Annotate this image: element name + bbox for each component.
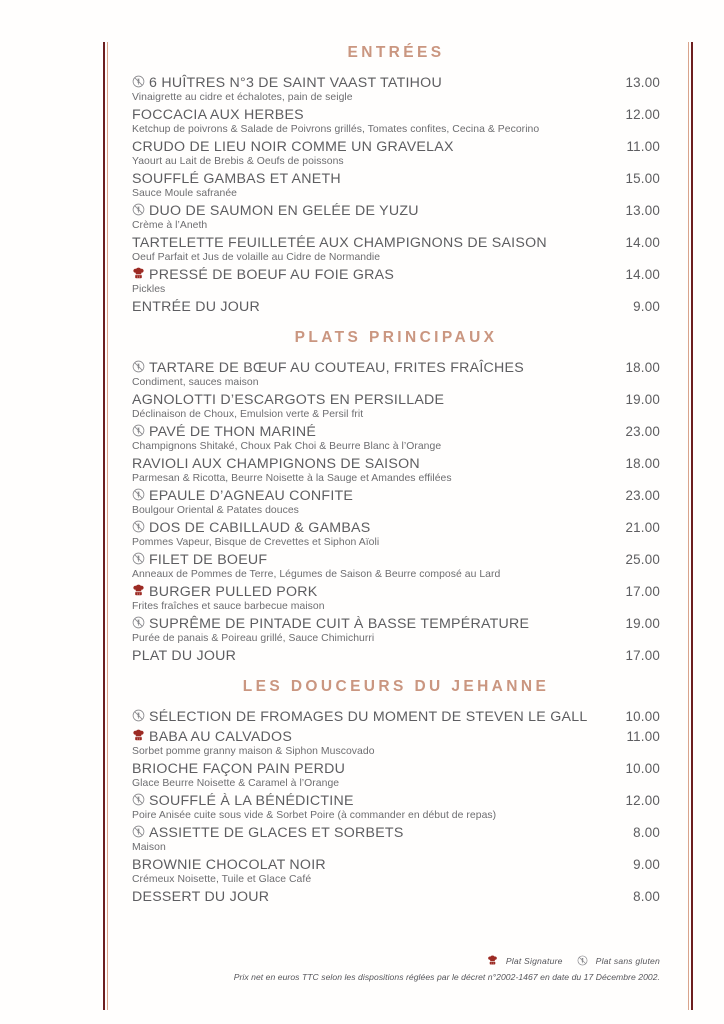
menu-item <box>132 75 660 105</box>
gluten-free-icon <box>132 793 145 806</box>
menu-item-head <box>132 107 660 123</box>
menu-item-name-group <box>132 299 260 315</box>
menu-item-name: AGNOLOTTI D’ESCARGOTS EN PERSILLADE <box>132 391 445 408</box>
menu-item <box>132 392 660 422</box>
menu-item-description: Glace Beurre Noisette & Caramel à l’Orange <box>132 778 340 790</box>
menu-item-name: 6 HUÎTRES N°3 DE SAINT VAAST TATIHOU <box>149 74 442 91</box>
menu-item-name: BURGER PULLED PORK <box>149 584 318 601</box>
menu-item-price: 14.00 <box>625 267 660 283</box>
menu-item-name-group <box>132 616 529 632</box>
menu-item-name-group <box>132 793 354 809</box>
menu-item <box>132 456 660 486</box>
menu-item-description: Pommes Vapeur, Bisque de Crevettes et Siphon Aïoli <box>132 537 380 549</box>
gluten-free-icon <box>132 709 145 722</box>
menu-item-name-group <box>132 729 292 745</box>
menu-item-description: Anneaux de Pommes de Terre, Légumes de Saison & Beurre composé au Lard <box>132 569 501 581</box>
menu-item-name-group <box>132 360 524 376</box>
section-title: LES DOUCEURS DU JEHANNE <box>242 678 550 696</box>
legend-label: Plat sans gluten <box>595 955 660 966</box>
menu-item-name-group <box>132 424 316 440</box>
menu-item-head <box>132 709 660 725</box>
legend-entry <box>487 955 563 966</box>
right-rule-light <box>688 42 689 1010</box>
menu-item-description: Parmesan & Ricotta, Beurre Noisette à la Sauge et Amandes effilées <box>132 472 452 484</box>
menu-item-head <box>132 171 660 187</box>
menu-item-description: Ketchup de poivrons & Salade de Poivrons grillés, Tomates confites, Cecina & Pecorino <box>132 123 540 135</box>
menu-item <box>132 889 660 905</box>
menu-item-price: 25.00 <box>625 552 660 568</box>
menu-item-head <box>132 889 660 905</box>
menu-item-name: FOCCACIA AUX HERBES <box>132 106 304 123</box>
menu-item <box>132 648 660 664</box>
menu-item-name-group <box>132 584 318 600</box>
menu-item <box>132 616 660 646</box>
menu-item-name: TARTARE DE BŒUF AU COUTEAU, FRITES FRAÎCHES <box>149 359 524 376</box>
menu-item <box>132 203 660 233</box>
price-disclaimer: Prix net en euros TTC selon les dispositions réglées par le décret n°2002-1467 en date du 17 Décembre 2002. <box>233 972 660 982</box>
menu-item <box>132 171 660 201</box>
menu-item-head <box>132 552 660 568</box>
menu-item-head <box>132 267 660 283</box>
menu-item-name-group <box>132 889 269 905</box>
menu-item-head <box>132 203 660 219</box>
menu-item-description: Frites fraîches et sauce barbecue maison <box>132 601 325 613</box>
chef-hat-icon <box>487 955 498 966</box>
menu-item-price: 23.00 <box>625 488 660 504</box>
menu-item <box>132 709 660 725</box>
menu-item-head <box>132 520 660 536</box>
menu-item-price: 9.00 <box>633 857 660 873</box>
gluten-free-icon <box>132 520 145 533</box>
menu-item <box>132 520 660 550</box>
menu-item-price: 21.00 <box>625 520 660 536</box>
menu-item-price: 12.00 <box>625 793 660 809</box>
menu-item-price: 10.00 <box>625 761 660 777</box>
gluten-free-icon <box>132 552 145 565</box>
icon-legend <box>132 955 660 966</box>
menu-item-name-group <box>132 171 341 187</box>
menu-item-name: CRUDO DE LIEU NOIR COMME UN GRAVELAX <box>132 138 454 155</box>
menu-item-name-group <box>132 75 442 91</box>
right-rule-dark <box>691 42 693 1010</box>
menu-item-name: ASSIETTE DE GLACES ET SORBETS <box>149 825 404 842</box>
menu-item-price: 9.00 <box>633 299 660 315</box>
menu-item <box>132 761 660 791</box>
menu-item-name: DUO DE SAUMON EN GELÉE DE YUZU <box>149 202 419 219</box>
menu-item-name: SUPRÊME DE PINTADE CUIT À BASSE TEMPÉRATURE <box>149 616 530 633</box>
menu-item <box>132 139 660 169</box>
menu-item <box>132 729 660 759</box>
menu-item-name: FILET DE BOEUF <box>149 552 268 569</box>
menu-item-price: 8.00 <box>633 825 660 841</box>
menu-item-name: SOUFFLÉ À LA BÉNÉDICTINE <box>149 793 354 810</box>
menu-item-price: 17.00 <box>625 584 660 600</box>
menu-item-name-group <box>132 761 345 777</box>
menu-sections <box>132 44 660 909</box>
gluten-free-icon <box>132 424 145 437</box>
menu-item-head <box>132 456 660 472</box>
chef-hat-icon <box>132 729 145 742</box>
menu-item-head <box>132 75 660 91</box>
menu-item-head <box>132 139 660 155</box>
menu-item <box>132 107 660 137</box>
menu-item-name-group <box>132 456 420 472</box>
menu-item-price: 17.00 <box>625 648 660 664</box>
menu-item-name-group <box>132 392 444 408</box>
menu-item <box>132 857 660 887</box>
menu-item-name: PRESSÉ DE BOEUF AU FOIE GRAS <box>149 267 395 284</box>
menu-item-name: DESSERT DU JOUR <box>132 889 270 906</box>
menu-item-price: 23.00 <box>625 423 660 439</box>
gluten-free-icon <box>132 616 145 629</box>
menu-item-head <box>132 584 660 600</box>
menu-item-price: 8.00 <box>633 889 660 905</box>
menu-item <box>132 267 660 297</box>
section-title: ENTRÉES <box>347 44 445 61</box>
menu-item-name-group <box>132 825 404 841</box>
menu-item-description: Poire Anisée cuite sous vide & Sorbet Poire (à commander en début de repas) <box>132 810 497 822</box>
gluten-free-icon <box>132 360 145 373</box>
menu-item-head <box>132 360 660 376</box>
gluten-free-icon <box>577 955 588 966</box>
menu-item-name: EPAULE D’AGNEAU CONFITE <box>149 488 354 505</box>
menu-item-description: Oeuf Parfait et Jus de volaille au Cidre de Normandie <box>132 251 381 263</box>
menu-item-name-group <box>132 203 419 219</box>
chef-hat-icon <box>132 267 145 280</box>
chef-hat-icon <box>132 584 145 597</box>
menu-item <box>132 299 660 315</box>
menu-item <box>132 584 660 614</box>
menu-item-price: 15.00 <box>625 170 660 186</box>
menu-item <box>132 793 660 823</box>
gluten-free-icon <box>132 825 145 838</box>
menu-item-name: DOS DE CABILLAUD & GAMBAS <box>149 520 371 537</box>
menu-item-description: Déclinaison de Choux, Emulsion verte & Persil frit <box>132 408 364 420</box>
menu-item-name-group <box>132 520 371 536</box>
menu-item-description: Sorbet pomme granny maison & Siphon Muscovado <box>132 746 375 758</box>
menu-item-price: 13.00 <box>625 202 660 218</box>
menu-item-head <box>132 761 660 777</box>
menu-item-name: SOUFFLÉ GAMBAS ET ANETH <box>132 170 341 187</box>
menu-item-name: PAVÉ DE THON MARINÉ <box>149 423 317 440</box>
section-title: PLATS PRINCIPAUX <box>294 329 498 347</box>
menu-item-price: 12.00 <box>625 106 660 122</box>
menu-item-price: 19.00 <box>625 391 660 407</box>
menu-item-price: 10.00 <box>625 709 660 725</box>
left-rule-light <box>107 42 108 1010</box>
menu-item-head <box>132 825 660 841</box>
menu-section <box>132 44 660 315</box>
menu-item-name: ENTRÉE DU JOUR <box>132 299 261 316</box>
menu-item-head <box>132 488 660 504</box>
left-border-rule <box>103 42 110 1010</box>
menu-item-head <box>132 616 660 632</box>
menu-item-description: Crémeux Noisette, Tuile et Glace Café <box>132 874 312 886</box>
menu-item-price: 19.00 <box>625 616 660 632</box>
menu-item-price: 18.00 <box>625 359 660 375</box>
menu-item-name-group <box>132 648 236 664</box>
menu-item-head <box>132 299 660 315</box>
menu-section <box>132 678 660 905</box>
left-rule-dark <box>103 42 105 1010</box>
menu-item-name: TARTELETTE FEUILLETÉE AUX CHAMPIGNONS DE SAISON <box>132 234 547 251</box>
menu-item-description: Crème à l’Aneth <box>132 219 208 231</box>
menu-item <box>132 488 660 518</box>
right-border-rule <box>687 42 694 1010</box>
menu-item-description: Sauce Moule safranée <box>132 187 237 199</box>
gluten-free-icon <box>132 203 145 216</box>
menu-item-head <box>132 392 660 408</box>
menu-item-name: PLAT DU JOUR <box>132 648 237 665</box>
menu-item-description: Yaourt au Lait de Brebis & Oeufs de poissons <box>132 155 344 167</box>
menu-item-name-group <box>132 235 547 251</box>
menu-item-price: 11.00 <box>626 729 660 745</box>
menu-item-price: 11.00 <box>626 138 660 154</box>
menu-item-name: BROWNIE CHOCOLAT NOIR <box>132 857 326 874</box>
legend-entry <box>577 955 660 966</box>
gluten-free-icon <box>132 75 145 88</box>
menu-item-head <box>132 729 660 745</box>
menu-item-name-group <box>132 267 394 283</box>
menu-item-description: Maison <box>132 842 166 854</box>
menu-item-price: 18.00 <box>625 455 660 471</box>
menu-item-name: RAVIOLI AUX CHAMPIGNONS DE SAISON <box>132 455 420 472</box>
menu-item-name: SÉLECTION DE FROMAGES DU MOMENT DE STEVEN LE GALL <box>149 709 588 726</box>
gluten-free-icon <box>132 488 145 501</box>
menu-item <box>132 825 660 855</box>
menu-item-name: BABA AU CALVADOS <box>149 729 293 746</box>
menu-item-head <box>132 424 660 440</box>
menu-item-name-group <box>132 107 304 123</box>
menu-item-name-group <box>132 709 587 725</box>
menu-item-description: Pickles <box>132 284 166 296</box>
menu-item <box>132 360 660 390</box>
menu-footer <box>132 955 660 982</box>
menu-item-name-group <box>132 488 353 504</box>
menu-item-description: Condiment, sauces maison <box>132 376 259 388</box>
menu-item-description: Vinaigrette au cidre et échalotes, pain de seigle <box>132 91 353 103</box>
menu-item-head <box>132 648 660 664</box>
menu-item-name-group <box>132 139 454 155</box>
menu-item-name-group <box>132 552 267 568</box>
menu-item-description: Boulgour Oriental & Patates douces <box>132 505 299 517</box>
menu-item <box>132 235 660 265</box>
menu-item <box>132 552 660 582</box>
menu-item-description: Champignons Shitaké, Choux Pak Choi & Beurre Blanc à l’Orange <box>132 440 442 452</box>
menu-item <box>132 424 660 454</box>
menu-item-head <box>132 235 660 251</box>
menu-item-name-group <box>132 857 326 873</box>
menu-item-name: BRIOCHE FAÇON PAIN PERDU <box>132 761 346 778</box>
menu-item-price: 13.00 <box>625 74 660 90</box>
menu-item-head <box>132 857 660 873</box>
menu-item-description: Purée de panais & Poireau grillé, Sauce Chimichurri <box>132 633 375 645</box>
legend-label: Plat Signature <box>505 955 563 966</box>
menu-section <box>132 329 660 664</box>
menu-item-price: 14.00 <box>625 234 660 250</box>
menu-item-head <box>132 793 660 809</box>
